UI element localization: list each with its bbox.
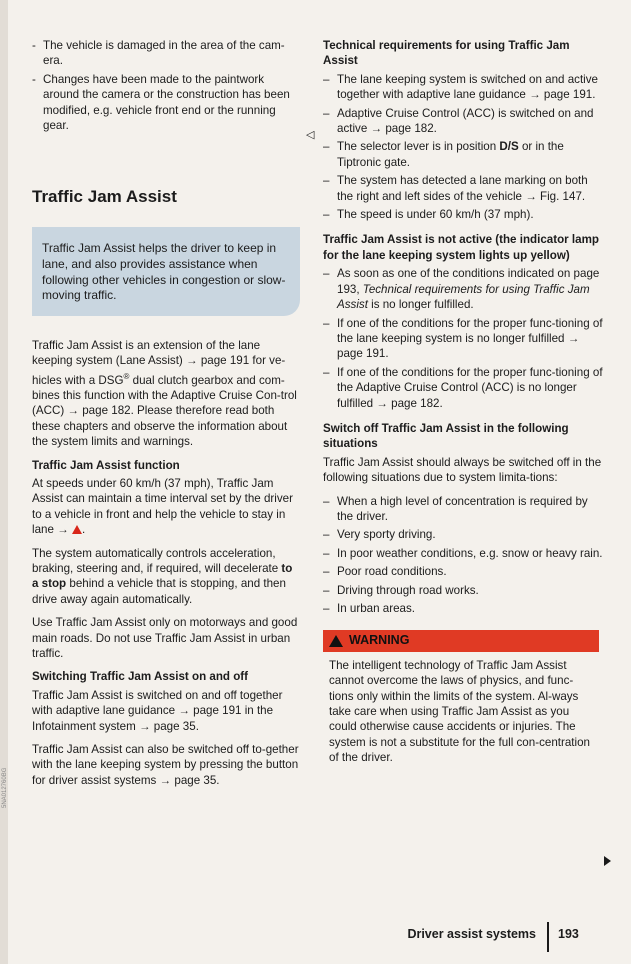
page-number: 193 <box>558 927 579 941</box>
footer-divider <box>547 922 549 952</box>
list-item: - The vehicle is damaged in the area of the cam-era. <box>32 38 302 69</box>
intro-box <box>32 227 300 315</box>
warning-icon <box>329 635 343 647</box>
switchoff-paragraph: Traffic Jam Assist should always be switched off in the following situations due to system limita-tions: <box>323 455 602 485</box>
switchoff-heading: Switch off Traffic Jam Assist in the following situations <box>323 421 569 451</box>
list-item: – The system has detected a lane marking on both the right and left sides of the vehicle → Fig. 147. <box>323 173 603 204</box>
auto-text-cont: behind a vehicle that is stopping, and then drive away again automatically. <box>32 577 286 606</box>
continue-arrow-icon <box>604 856 611 866</box>
extension-paragraph <box>32 338 302 450</box>
inactive-list <box>323 266 603 411</box>
extension-text: Traffic Jam Assist is an extension of the lane keeping system (Lane Assist) → page 191 for ve-hicles with a DSG <box>32 338 286 387</box>
inactive-ref: Technical requirements for using Traffic Jam Assist <box>337 282 590 312</box>
page-footer <box>400 922 600 952</box>
list-item: – Very sporty driving. <box>323 527 603 542</box>
list-item: – The speed is under 60 km/h (37 mph). <box>323 207 603 222</box>
switching-paragraph-2: Traffic Jam Assist can also be switched off to-gether with the lane keeping system by pressing the button for driver assist systems → page 35. <box>32 743 299 787</box>
selector-position: D/S <box>499 140 519 154</box>
selector-text-cont: or in the Tiptronic gate. <box>337 140 564 169</box>
list-item: – If one of the conditions for the proper func-tioning of the lane keeping system is no longer fulfilled → page 191. <box>323 316 603 362</box>
inactive-text-cont: is no longer fulfilled. <box>367 298 474 312</box>
list-item <box>323 139 603 170</box>
list-item: – If one of the conditions for the proper func-tioning of the Adaptive Cruise Control (ACC) is no longer fulfilled → page 182. <box>323 365 603 411</box>
function-heading: Traffic Jam Assist function <box>32 458 180 472</box>
list-item: – When a high level of concentration is required by the driver. <box>323 494 603 525</box>
switching-heading: Switching Traffic Jam Assist on and off <box>32 670 249 684</box>
warning-box <box>323 630 599 765</box>
footer-section-title: Driver assist systems <box>407 927 536 941</box>
inactive-heading: Traffic Jam Assist is not active (the indicator lamp for the lane keeping system lights up yellow) <box>323 233 599 262</box>
registered-mark: ® <box>123 371 130 381</box>
auto-control-paragraph <box>32 546 302 608</box>
list-item: – In poor weather conditions, e.g. snow or heavy rain. <box>323 546 603 561</box>
selector-text: The selector lever is in position <box>337 140 500 154</box>
function-text: At speeds under 60 km/h (37 mph), Traffic Jam Assist can maintain a time interval set by the driver to a vehicle in front and help the vehicle to stay in lane → <box>32 476 293 537</box>
motorway-paragraph: Use Traffic Jam Assist only on motorways and good main roads. Do not use Traffic Jam Assist in urban traffic. <box>32 616 298 660</box>
list-item: – Adaptive Cruise Control (ACC) is switched on and active → page 182. <box>323 106 603 137</box>
warning-text: The intelligent technology of Traffic Jam Assist cannot overcome the laws of physics, and func-tions only within the limits of the system. Al-ways take care when using Traffic Jam Assist as you could otherwise cause accidents or injuries. The system is not a substitute for the full con-centration of the driver. <box>329 658 590 765</box>
side-code: 5NA012760BG <box>2 767 8 808</box>
list-item <box>323 266 603 312</box>
list-item: – Driving through road works. <box>323 583 603 598</box>
section-title: Traffic Jam Assist <box>32 187 177 207</box>
list-item: – Poor road conditions. <box>323 564 603 579</box>
list-item: – The lane keeping system is switched on and active together with adaptive lane guidance → page 191. <box>323 72 603 103</box>
warning-label: WARNING <box>349 633 410 648</box>
list-item: – In urban areas. <box>323 601 603 616</box>
function-paragraph: At speeds under 60 km/h (37 mph), Traffic Jam Assist can maintain a time interval set by the driver to a vehicle in front and help the vehicle to stay in lane → . <box>32 476 293 537</box>
page-edge <box>0 0 8 964</box>
camera-conditions-list <box>32 38 302 133</box>
warning-header <box>323 630 599 651</box>
auto-text: The system automatically controls acceleration, braking, steering and, if required, will decelerate <box>32 546 282 575</box>
intro-text: Traffic Jam Assist helps the driver to keep in lane, and also provides assistance when following other vehicles in congestion or slow-moving traffic. <box>42 241 286 303</box>
requirements-heading: Technical requirements for using Traffic Jam Assist <box>323 39 570 68</box>
switchoff-list <box>323 494 603 617</box>
requirements-list <box>323 72 603 223</box>
back-arrow-icon: ◁ <box>306 129 315 141</box>
inactive-text: As soon as one of the conditions indicated on page 193, <box>337 267 600 296</box>
extension-text-cont: dual clutch gearbox and com-bines this function with the Adaptive Cruise Con-trol (ACC) → page 182. Please therefore read both these chapters and observe the information about the system limits and warnings. <box>32 373 297 449</box>
warning-icon <box>72 525 82 534</box>
list-item: - Changes have been made to the paintwork around the camera or the construction has been modified, e.g. vehicle front end or the running gear. <box>32 72 302 134</box>
auto-text-bold: to a stop <box>32 561 293 591</box>
left-column <box>32 38 302 796</box>
right-column <box>323 38 603 766</box>
switching-paragraph: Traffic Jam Assist is switched on and off together with adaptive lane guidance → page 191 in the Infotainment system → page 35. <box>32 688 283 733</box>
